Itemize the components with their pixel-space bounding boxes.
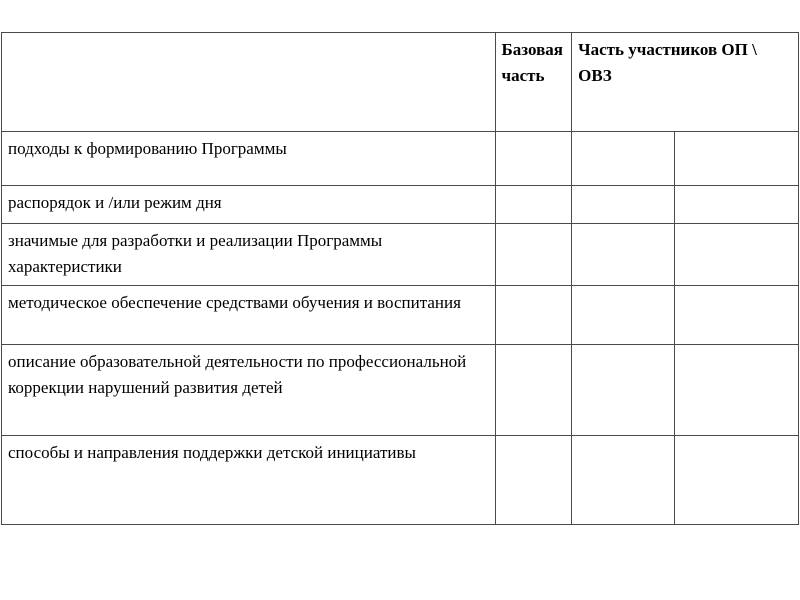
row-label-characteristics: значимые для разработки и реализации Программы характеристики — [2, 224, 496, 286]
cell-part-a-empty[interactable] — [572, 286, 675, 345]
cell-part-b-empty[interactable] — [675, 436, 799, 525]
header-base-part: Базовая часть — [495, 33, 572, 132]
table-row — [2, 345, 799, 436]
cell-base-empty[interactable] — [495, 436, 572, 525]
cell-base-empty[interactable] — [495, 224, 572, 286]
cell-base-empty[interactable] — [495, 132, 572, 186]
program-structure-table — [1, 32, 799, 525]
row-label-methodical-support: методическое обеспечение средствами обучения и воспитания — [2, 286, 496, 345]
cell-base-empty[interactable] — [495, 186, 572, 224]
row-label-initiative-support: способы и направления поддержки детской инициативы — [2, 436, 496, 525]
row-label-correction-description: описание образовательной деятельности по профессиональной коррекции нарушений развития детей — [2, 345, 496, 436]
cell-part-b-empty[interactable] — [675, 132, 799, 186]
cell-base-empty[interactable] — [495, 345, 572, 436]
cell-part-a-empty[interactable] — [572, 224, 675, 286]
row-label-daily-routine: распорядок и /или режим дня — [2, 186, 496, 224]
cell-part-b-empty[interactable] — [675, 286, 799, 345]
table-row — [2, 132, 799, 186]
row-label-approaches: подходы к формированию Программы — [2, 132, 496, 186]
cell-base-empty[interactable] — [495, 286, 572, 345]
table-row — [2, 186, 799, 224]
table-row — [2, 286, 799, 345]
table-header-row — [2, 33, 799, 132]
cell-part-b-empty[interactable] — [675, 224, 799, 286]
header-corner-cell — [2, 33, 496, 132]
cell-part-a-empty[interactable] — [572, 345, 675, 436]
cell-part-b-empty[interactable] — [675, 186, 799, 224]
table-row — [2, 224, 799, 286]
table-row — [2, 436, 799, 525]
cell-part-a-empty[interactable] — [572, 132, 675, 186]
cell-part-a-empty[interactable] — [572, 186, 675, 224]
cell-part-a-empty[interactable] — [572, 436, 675, 525]
header-participants-part: Часть участников ОП \ ОВЗ — [572, 33, 799, 132]
cell-part-b-empty[interactable] — [675, 345, 799, 436]
